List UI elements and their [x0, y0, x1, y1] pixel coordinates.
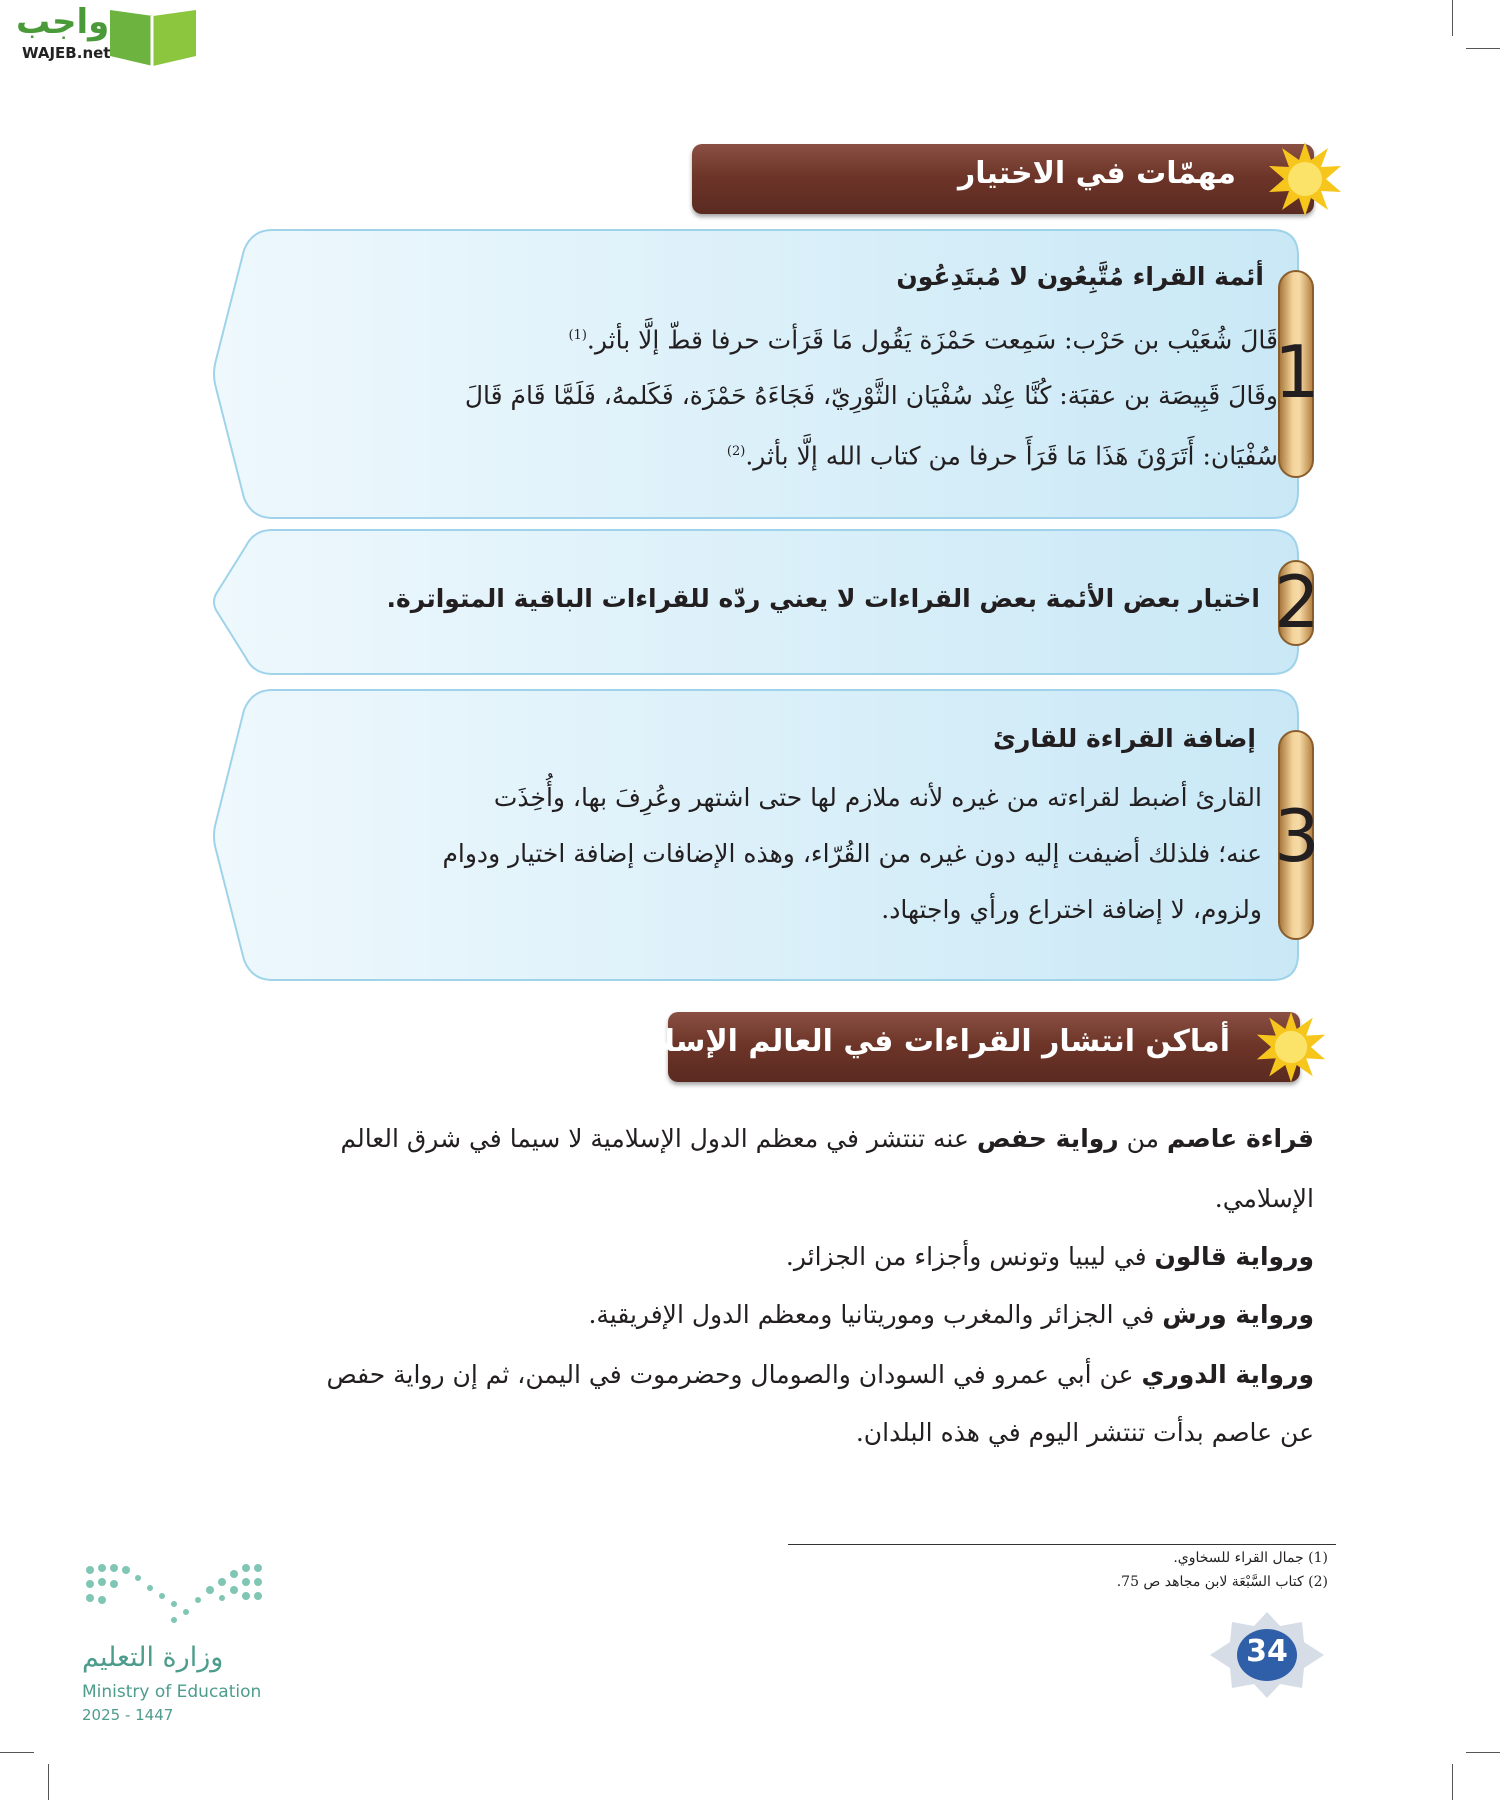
wajeb-logo-arabic: واجب — [16, 2, 110, 42]
footnote-ref: (2) — [726, 444, 746, 460]
footnote-ref: (1) — [568, 328, 587, 343]
item-number: 2 — [1274, 560, 1320, 644]
item-body — [442, 770, 1262, 938]
body-line: عنه؛ فلذلك أضيفت إليه دون غيره من القُرّاء، وهذه الإضافات إضافة اختيار ودوام — [442, 839, 1262, 868]
body-line: سُفْيَان: أَتَرَوْنَ هَذَا مَا قَرَأَ حرفا من كتاب الله إلَّا بأثر.$^{(2)}$ — [726, 441, 1278, 471]
item-heading: أئمة القراء مُتَّبِعُون لا مُبتَدِعُون — [896, 262, 1264, 291]
wajeb-logo — [10, 4, 190, 68]
crop-mark — [1452, 1764, 1453, 1800]
paragraph-warsh: ورواية ورش في الجزائر والمغرب وموريتانيا ومعظم الدول الإفريقية. — [588, 1300, 1314, 1329]
item-heading: اختيار بعض الأئمة بعض القراءات لا يعني ردّه للقراءات الباقية المتواترة. — [386, 584, 1260, 613]
crop-mark — [48, 1764, 49, 1800]
item-number: 1 — [1274, 330, 1320, 414]
panel-item-2 — [212, 528, 1320, 676]
section-banner-tasks — [692, 144, 1314, 214]
section-title: أماكن انتشار القراءات في العالم الإسلامي — [604, 1024, 1230, 1059]
sun-icon — [1254, 1010, 1328, 1084]
paragraph-douri: ورواية الدوري عن أبي عمرو في السودان والصومال وحضرموت في اليمن، ثم إن رواية حفص — [326, 1360, 1314, 1389]
ministry-logo — [80, 1560, 280, 1730]
crop-mark — [1452, 0, 1453, 36]
item-heading: إضافة القراءة للقارئ — [993, 724, 1256, 753]
section-title: مهمّات في الاختيار — [957, 156, 1236, 191]
paragraph-douri-cont: عن عاصم بدأت تنتشر اليوم في هذه البلدان. — [855, 1418, 1314, 1447]
ministry-dots-icon — [80, 1560, 270, 1640]
item-number: 3 — [1274, 794, 1320, 878]
page-number-badge — [1210, 1612, 1324, 1698]
body-line: قَالَ شُعَيْب بن حَرْب: سَمِعت حَمْزَة يَقُول مَا قَرَأت حرفا قطّ إلَّا بأثر.$^{(1)}$ — [568, 325, 1278, 355]
page-number: 34 — [1246, 1634, 1288, 1669]
ministry-year: 2025 - 1447 — [82, 1706, 174, 1724]
ministry-arabic: وزارة التعليم — [82, 1642, 224, 1673]
paragraph-asim-cont: الإسلامي. — [1214, 1184, 1314, 1213]
wajeb-logo-english: WAJEB.net — [22, 44, 111, 62]
paragraph-asim: قراءة عاصم من رواية حفص عنه تنتشر في معظم الدول الإسلامية لا سيما في شرق العالم — [340, 1124, 1314, 1153]
panel-item-3 — [212, 688, 1320, 982]
body-line: ولزوم، لا إضافة اختراع ورأي واجتهاد. — [881, 895, 1262, 924]
footnote-2: (2) كتاب السَّبْعَة لابن مجاهد ص 75. — [1116, 1574, 1328, 1590]
crop-mark — [0, 1752, 34, 1753]
footnote-1: (1) جمال القراء للسخاوي. — [1173, 1550, 1328, 1566]
body-line: القارئ أضبط لقراءته من غيره لأنه ملازم لها حتى اشتهر وعُرِفَ بها، وأُخِذَت — [493, 783, 1262, 812]
panel-item-1 — [212, 228, 1320, 520]
ministry-english: Ministry of Education — [82, 1682, 262, 1702]
sun-icon — [1266, 140, 1344, 218]
footnote-divider — [788, 1544, 1336, 1545]
item-body — [465, 308, 1278, 485]
crop-mark — [1466, 1752, 1500, 1753]
book-icon — [108, 6, 198, 68]
crop-mark — [1466, 48, 1500, 49]
paragraph-qalun: ورواية قالون في ليبيا وتونس وأجزاء من الجزائر. — [785, 1242, 1314, 1271]
section-banner-spread — [604, 1012, 1300, 1082]
body-line: وقَالَ قَبِيصَة بن عقبَة: كُنَّا عِنْد سُفْيَان الثَّوْرِيّ، فَجَاءَهُ حَمْزَة، فَكَلمهُ، فَلَمَّا قَامَ قَالَ — [464, 381, 1278, 411]
